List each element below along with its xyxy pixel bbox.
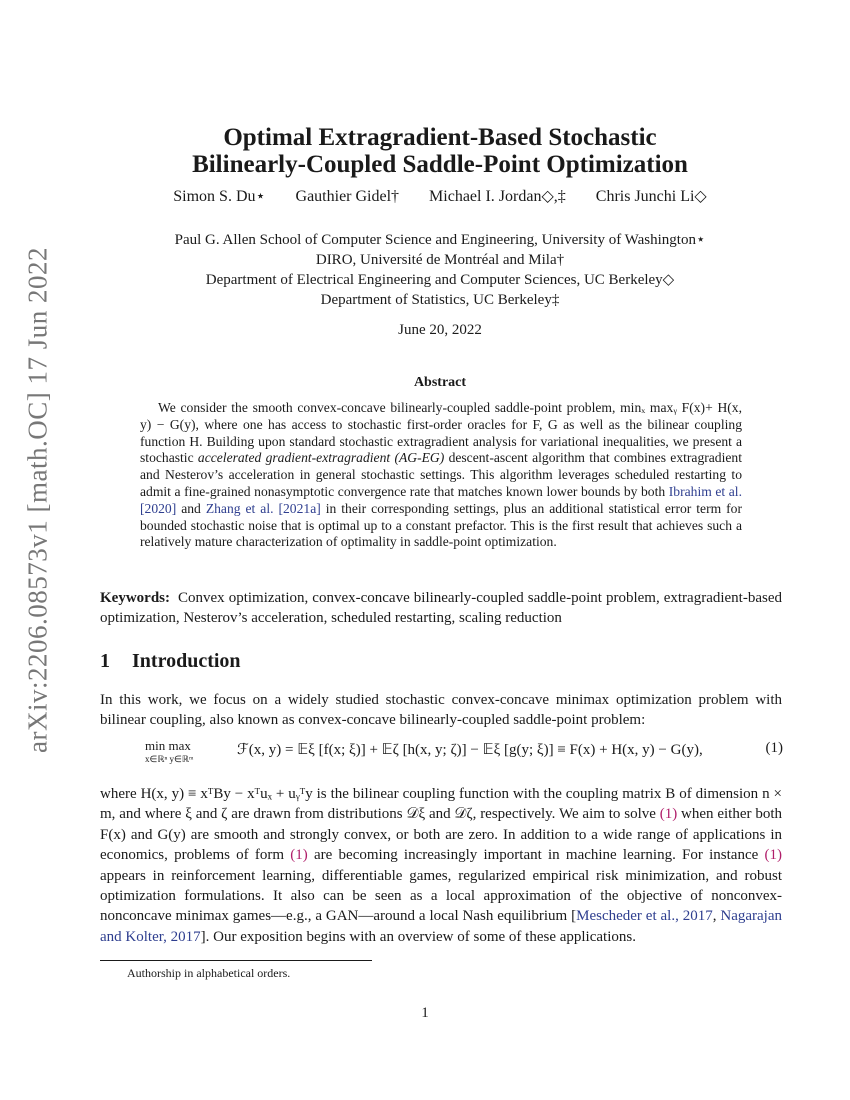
paragraph-text: ]. Our exposition begins with an overview of some of these applications. bbox=[200, 928, 636, 945]
intro-paragraph-1: In this work, we focus on a widely studied stochastic convex-concave minimax optimization problem with bilinear coupling, also known as convex-concave bilinearly-coupled saddle-point problem: bbox=[100, 692, 782, 729]
author: Gauthier Gidel† bbox=[295, 188, 400, 205]
section-number: 1 bbox=[100, 650, 110, 672]
page-number: 1 bbox=[421, 1005, 429, 1021]
author: Chris Junchi Li◇ bbox=[595, 188, 707, 205]
equation-label: (1) bbox=[765, 740, 783, 756]
abstract-heading: Abstract bbox=[413, 375, 467, 390]
keywords-text: Convex optimization, convex-concave bilinearly-coupled saddle-point problem, extragradient-based optimization, Nesterov’s acceleration, scheduled restarting, scaling reduction bbox=[100, 590, 782, 626]
paper-title bbox=[100, 124, 780, 178]
abstract-text: and bbox=[176, 500, 206, 516]
arxiv-identifier: arXiv:2206.08573v1 [math.OC] 17 Jun 2022 bbox=[22, 247, 53, 753]
abstract-emphasis: accelerated gradient-extragradient (AG-EG) bbox=[197, 450, 445, 466]
equation-minmax bbox=[145, 738, 193, 765]
paragraph-text: where H(x, y) ≡ xᵀBy − xᵀuₓ + uᵧᵀy is the bilinear coupling function with the coupling matrix B of dimension n × m, and where ξ and ζ are drawn from distributions 𝒟ξ and 𝒟ζ, respectively. We aim to solve bbox=[100, 786, 782, 823]
section-title: Introduction bbox=[132, 650, 241, 672]
minmax-operator: min max bbox=[145, 738, 191, 753]
abstract-text: in their corresponding settings, plus an additional statistical error term for bounded stochastic noise that is optimal up to a constant prefactor. This is the first result that achieves such a relatively mature characterization of optimality in saddle-point optimization. bbox=[140, 500, 742, 550]
abstract-body bbox=[140, 400, 742, 551]
title-line-2: Bilinearly-Coupled Saddle-Point Optimization bbox=[192, 151, 688, 178]
abstract-text: We consider the smooth convex-concave bilinearly-coupled saddle-point problem, minₓ maxᵧ F(x)+ H(x, y) − G(y), where one has access to stochastic first-order oracles for F, G as well as the bilinear coupling function H. Building upon standard stochastic extragradient analysis for variational inequalities, we present a stochastic bbox=[140, 400, 742, 466]
section-heading bbox=[100, 650, 241, 673]
minmax-domain: x∈ℝⁿ y∈ℝᵐ bbox=[145, 754, 194, 764]
citation-link[interactable]: Nagarajan and Kolter, 2017 bbox=[100, 908, 783, 945]
equation-body: ℱ(x, y) = 𝔼ξ [f(x; ξ)] + 𝔼ζ [h(x, y; ζ)] − 𝔼ξ [g(y; ξ)] ≡ F(x) + H(x, y) − G(y), bbox=[237, 742, 703, 758]
paragraph-text: are becoming increasingly important in machine learning. For instance bbox=[307, 847, 765, 864]
publication-date: June 20, 2022 bbox=[398, 322, 482, 338]
citation-link[interactable]: Zhang et al. [2021a] bbox=[205, 500, 321, 516]
paragraph-text: when either both F(x) and G(y) are smooth and strongly convex, or both are zero. In addition to a wide range of applications in economics, problems of form bbox=[100, 806, 782, 864]
author: Michael I. Jordan◇,‡ bbox=[429, 188, 566, 205]
author: Simon S. Du⋆ bbox=[173, 188, 266, 205]
equation-ref-link[interactable]: (1) bbox=[764, 847, 782, 864]
paragraph-text: appears in reinforcement learning, differentiable games, regularized empirical risk minimization, and robust optimization formulations. It also can be seen as a local approximation of the objective of nonconvex-nonconcave minimax games—e.g., a GAN—around a local Nash equilibrium [ bbox=[100, 867, 782, 925]
author-list bbox=[100, 186, 780, 206]
footnote: Authorship in alphabetical orders. bbox=[127, 966, 291, 980]
affiliation: Paul G. Allen School of Computer Science and Engineering, University of Washington⋆ bbox=[174, 232, 706, 248]
footnote-divider bbox=[100, 960, 372, 961]
abstract-text: descent-ascent algorithm that combines extragradient and Nesterov’s acceleration in general stochastic settings. This algorithm leverages scheduled restarting to admit a fine-grained nonasymptotic convergence rate that matches known lower bounds by both bbox=[140, 450, 742, 499]
paragraph-text: , bbox=[712, 908, 721, 925]
keywords-label: Keywords: bbox=[100, 590, 170, 606]
citation-link[interactable]: Ibrahim et al. [2020] bbox=[140, 483, 742, 516]
keywords bbox=[100, 588, 782, 628]
equation-ref-link[interactable]: (1) bbox=[659, 806, 678, 823]
affiliation: Department of Statistics, UC Berkeley‡ bbox=[320, 292, 560, 308]
arxiv-side-stamp bbox=[8, 120, 68, 880]
title-line-1: Optimal Extragradient-Based Stochastic bbox=[223, 124, 657, 151]
equation-1 bbox=[145, 738, 785, 772]
affiliation: Department of Electrical Engineering and Computer Sciences, UC Berkeley◇ bbox=[205, 272, 675, 288]
affiliation: DIRO, Université de Montréal and Mila† bbox=[315, 252, 565, 268]
citation-link[interactable]: Mescheder et al., 2017 bbox=[576, 908, 713, 925]
equation-ref-link[interactable]: (1) bbox=[290, 847, 308, 864]
intro-paragraph-2 bbox=[100, 784, 782, 947]
affiliations bbox=[100, 230, 780, 310]
